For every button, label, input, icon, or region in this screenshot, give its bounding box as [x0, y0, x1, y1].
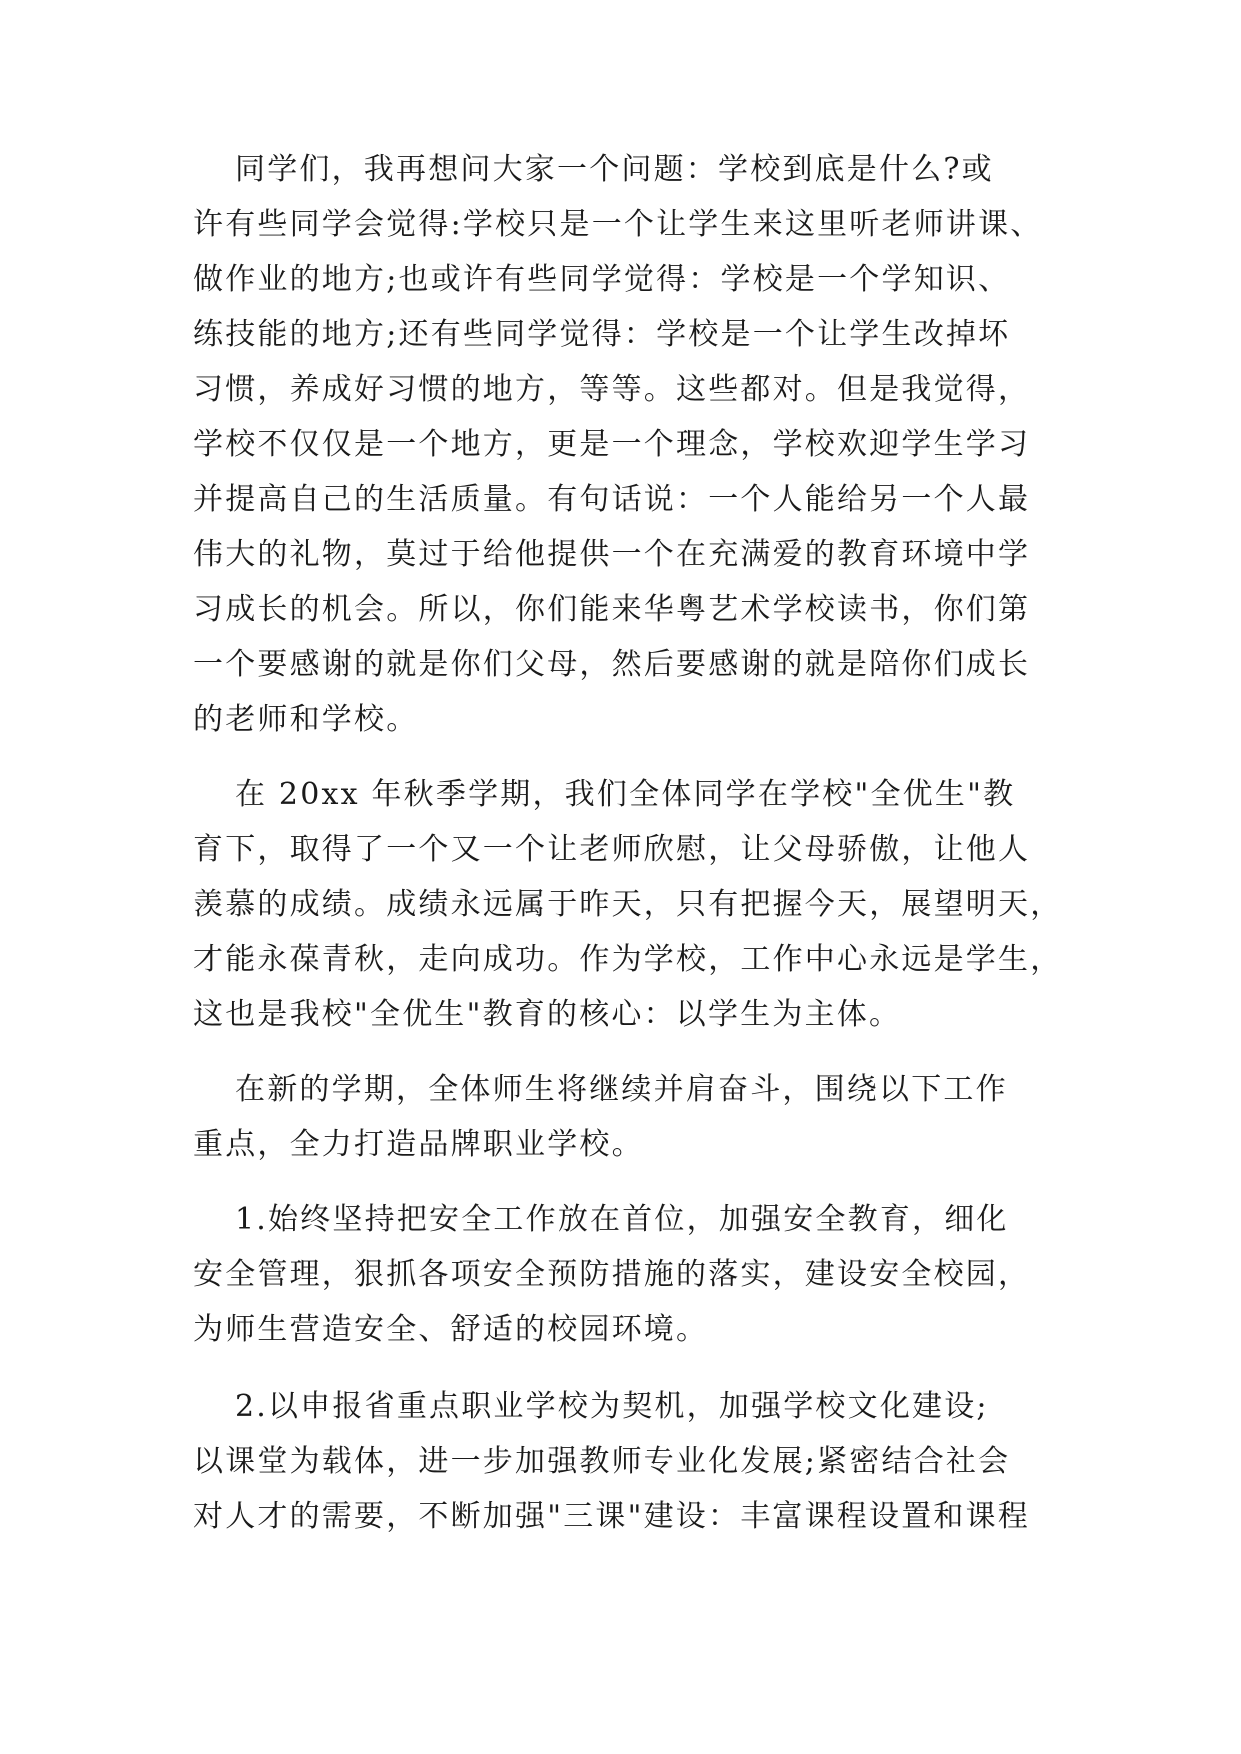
- text-line-6: 学校不仅仅是一个地方，更是一个理念，学校欢迎学生学习: [193, 427, 1031, 462]
- text-line-22: 2.以申报省重点职业学校为契机，加强学校文化建设;: [235, 1389, 989, 1424]
- text-line-10: 一个要感谢的就是你们父母，然后要感谢的就是陪你们成长: [193, 647, 1031, 682]
- text-line-11: 的老师和学校。: [193, 702, 419, 737]
- text-line-13: 育下，取得了一个又一个让老师欣慰，让父母骄傲，让他人: [193, 832, 1031, 867]
- text-line-12: 在 20xx 年秋季学期，我们全体同学在学校"全优生"教: [235, 777, 1016, 812]
- text-line-16: 这也是我校"全优生"教育的核心：以学生为主体。: [193, 997, 902, 1032]
- text-line-5: 习惯，养成好习惯的地方，等等。这些都对。但是我觉得，: [193, 372, 1031, 407]
- text-line-17: 在新的学期，全体师生将继续并肩奋斗，围绕以下工作: [235, 1072, 1008, 1107]
- text-line-20: 安全管理，狠抓各项安全预防措施的落实，建设安全校园，: [193, 1257, 1031, 1292]
- text-line-8: 伟大的礼物，莫过于给他提供一个在充满爱的教育环境中学: [193, 537, 1031, 572]
- text-line-2: 许有些同学会觉得:学校只是一个让学生来这里听老师讲课、: [193, 207, 1043, 242]
- text-line-3: 做作业的地方;也或许有些同学觉得：学校是一个学知识、: [193, 262, 1011, 297]
- text-line-19: 1.始终坚持把安全工作放在首位，加强安全教育，细化: [235, 1202, 1009, 1237]
- text-line-15: 才能永葆青秋，走向成功。作为学校，工作中心永远是学生，: [193, 942, 1063, 977]
- text-line-21: 为师生营造安全、舒适的校园环境。: [193, 1312, 709, 1347]
- text-line-24: 对人才的需要，不断加强"三课"建设：丰富课程设置和课程: [193, 1499, 1030, 1534]
- text-line-9: 习成长的机会。所以，你们能来华粤艺术学校读书，你们第: [193, 592, 1031, 627]
- text-line-4: 练技能的地方;还有些同学觉得：学校是一个让学生改掉坏: [193, 317, 1011, 352]
- text-line-14: 羡慕的成绩。成绩永远属于昨天，只有把握今天，展望明天，: [193, 887, 1063, 922]
- text-line-23: 以课堂为载体，进一步加强教师专业化发展;紧密结合社会: [193, 1444, 1011, 1479]
- text-line-18: 重点，全力打造品牌职业学校。: [193, 1127, 644, 1162]
- text-line-1: 同学们，我再想问大家一个问题：学校到底是什么?或: [235, 152, 994, 187]
- text-line-7: 并提高自己的生活质量。有句话说：一个人能给另一个人最: [193, 482, 1031, 517]
